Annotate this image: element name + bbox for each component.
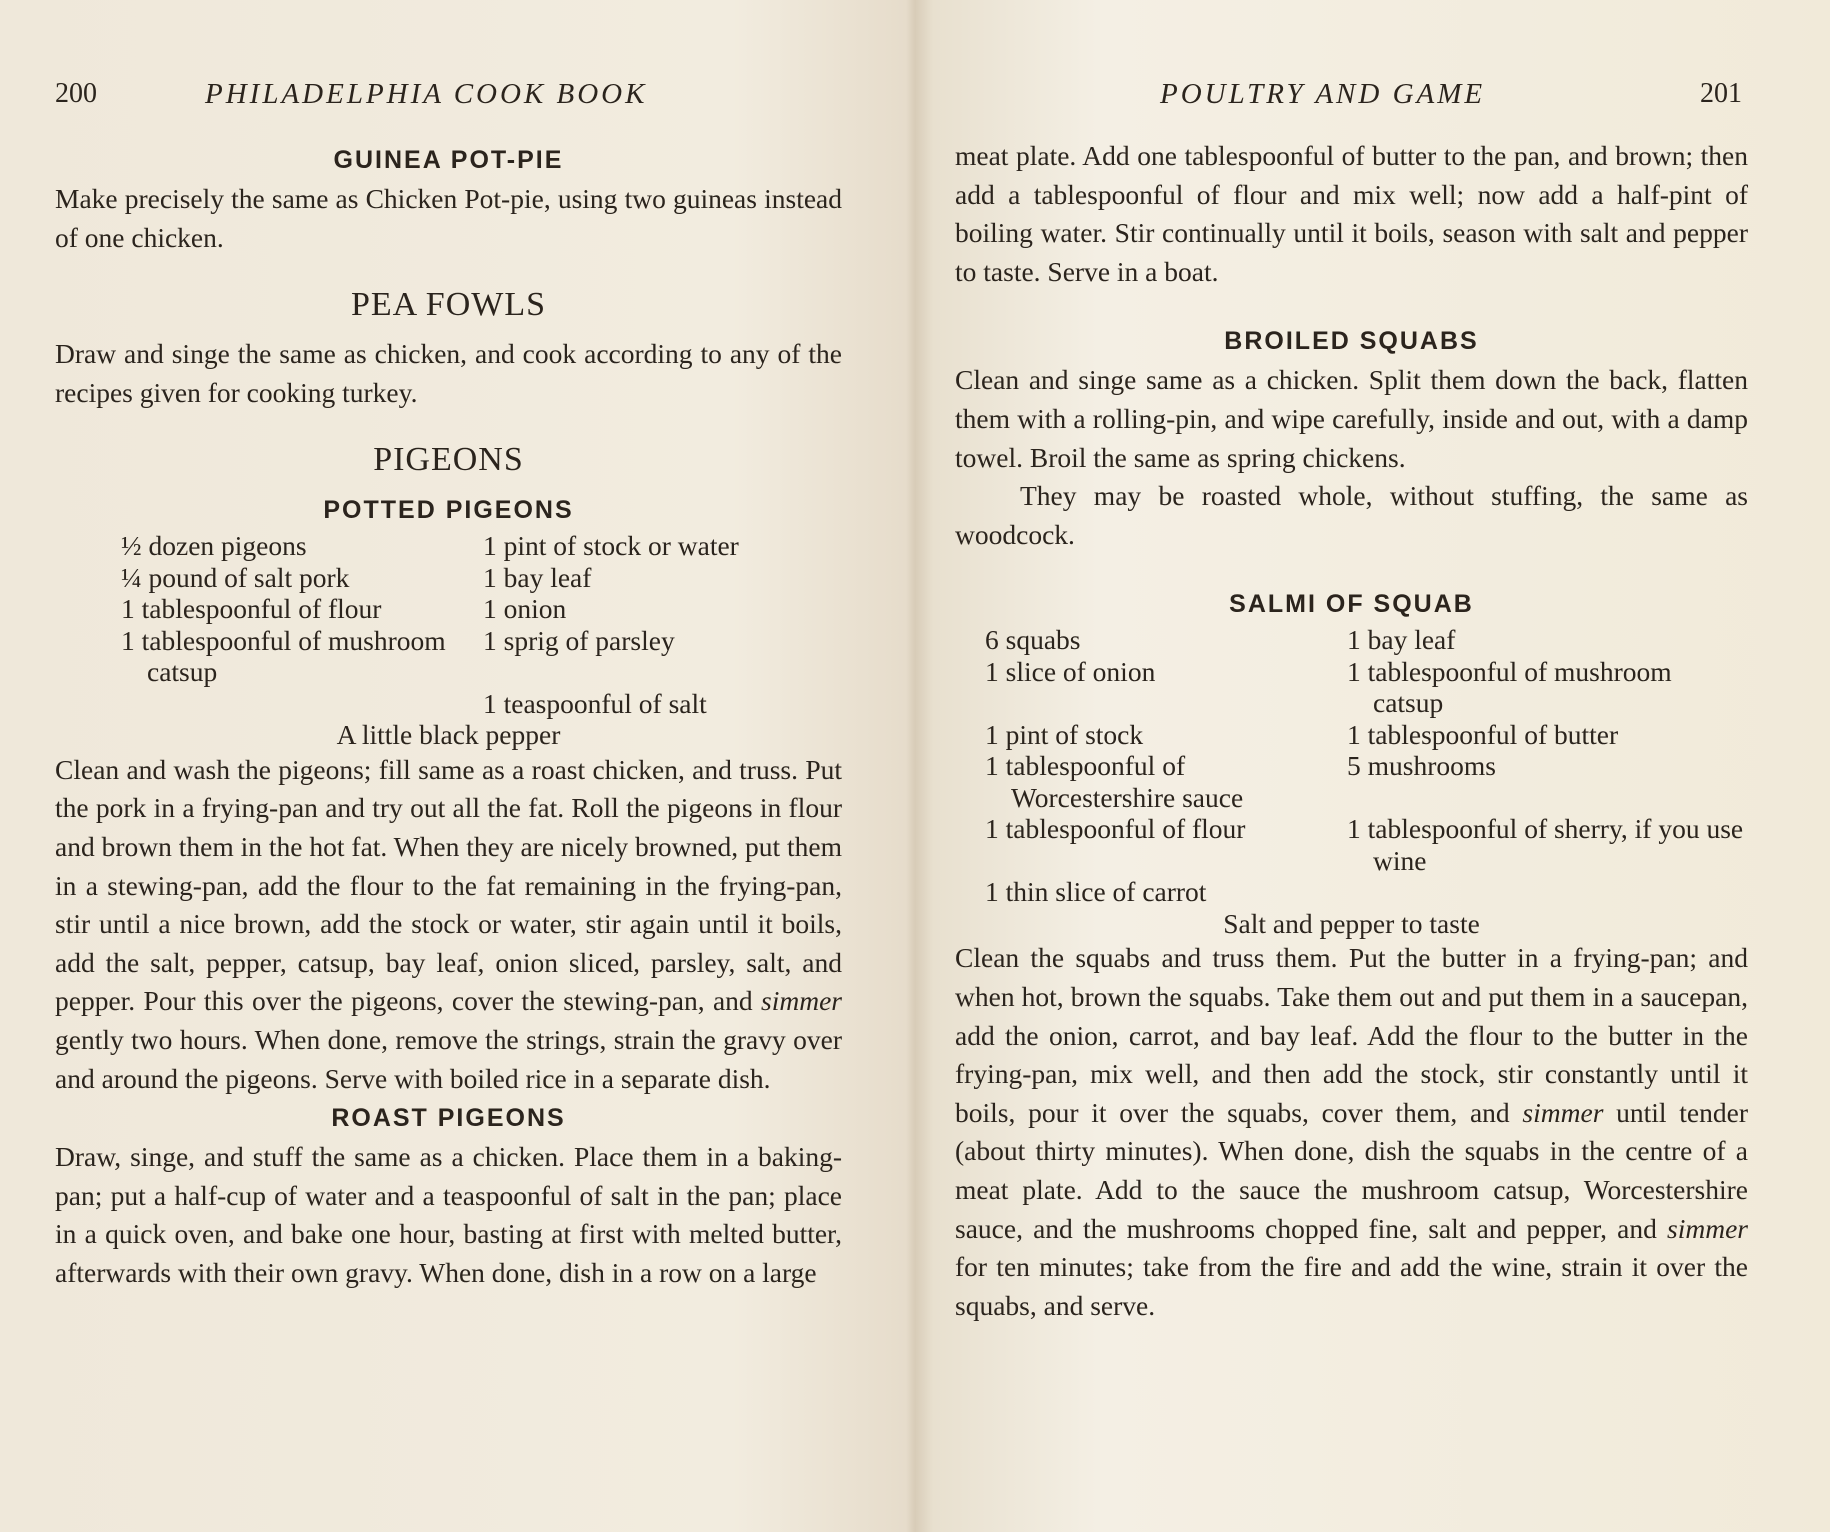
ingredient: 1 pint of stock or water [483, 530, 739, 562]
ingredient: 1 pint of stock [985, 718, 1144, 750]
ingredient [1347, 876, 1747, 908]
ingredient [121, 688, 483, 720]
roast-method: Draw, singe, and stuff the same as a chicken. Place them in a baking-pan; put a half-cup of water and a teaspoonful of salt in the pan; place in a quick oven, and bake one hour, basting at first with melted butter, afterwards with their own gravy. When done, dish in a row on a large [55, 1141, 842, 1288]
ingredient: 1 tablespoonful of Worcestershire sauce [985, 750, 1244, 813]
page-number: 201 [1700, 78, 1742, 109]
ingredient: 1 tablespoonful of flour [985, 813, 1246, 845]
ingredient: ¼ pound of salt pork [121, 561, 350, 593]
running-head: POULTRY AND GAME [1160, 78, 1486, 110]
ingredient-extra: Salt and pepper to taste [1223, 907, 1480, 939]
ingredient: 1 thin slice of carrot [985, 876, 1207, 908]
ingredient: 1 tablespoonful of sherry, if you use wine [1347, 813, 1744, 876]
recipe-title-potted-pigeons: POTTED PIGEONS [323, 496, 574, 525]
section-title-pigeons: PIGEONS [373, 441, 524, 479]
ingredient: 1 bay leaf [483, 561, 592, 593]
ingredient: 6 squabs [985, 624, 1081, 656]
recipe-title-salmi: SALMI OF SQUAB [1229, 590, 1474, 619]
section-title-pea-fowls: PEA FOWLS [350, 286, 547, 324]
broiled-note: They may be roasted whole, without stuffing, the same as woodcock. [955, 480, 1748, 550]
recipe-title-broiled-squabs: BROILED SQUABS [1224, 327, 1479, 356]
page-number: 200 [55, 78, 97, 109]
section-title-guinea: GUINEA POT-PIE [333, 146, 564, 174]
ingredient: 1 tablespoonful of mushroom catsup [1347, 655, 1672, 719]
running-head: PHILADELPHIA COOK BOOK [205, 78, 648, 110]
ingredient: ½ dozen pigeons [121, 530, 307, 562]
guinea-paragraph: Make precisely the same as Chicken Pot-pie, using two guineas instead of one chicken. [55, 183, 842, 253]
ingredient: 1 bay leaf [1347, 624, 1456, 656]
potted-method: Clean and wash the pigeons; fill same as a roast chicken, and truss. Put the pork in a frying-pan and try out all the fat. Roll the pigeons in flour and brown them in the hot fat. When they are nicely browned, put them in a stewing-pan, add the flour to the fat remaining in the frying-pan, stir until a nice brown, add the stock or water, stir again until it boils, add the salt, pepper, catsup, bay leaf, onion sliced, parsley, salt, and pepper. Pour this over the pigeons, cover the stewing-pan, and simmer gently two hours. When done, remove the strings, strain the gravy over and around the pigeons. Serve with boiled rice in a separate dish. [55, 753, 843, 1094]
recipe-title-roast-pigeons: ROAST PIGEONS [331, 1104, 566, 1133]
right-text-column [955, 137, 1748, 1325]
ingredient-extra: A little black pepper [336, 719, 561, 751]
ingredient: 1 onion [483, 593, 567, 625]
ingredient: 1 tablespoonful of mushroom catsup [121, 624, 446, 688]
ingredient: 1 tablespoonful of butter [1347, 718, 1619, 750]
continued-paragraph: meat plate. Add one tablespoonful of butter to the pan, and brown; then add a tablespoonful of flour and mix well; now add a half-pint of boiling water. Stir continually until it boils, season with salt and pepper to taste. Serve in a boat. [955, 140, 1748, 287]
ingredient: 1 slice of onion [985, 655, 1156, 687]
ingredients-potted [55, 530, 842, 719]
ingredient: 5 mushrooms [1347, 750, 1496, 782]
ingredient: 1 sprig of parsley [483, 624, 675, 656]
right-page [915, 0, 1830, 1532]
pea-paragraph: Draw and singe the same as chicken, and cook according to any of the recipes given for cooking turkey. [55, 338, 842, 408]
left-text-column [55, 140, 842, 1293]
salmi-method: Clean the squabs and truss them. Put the butter in a frying-pan; and when hot, brown the squabs. Take them out and put them in a saucepan, add the onion, carrot, and bay leaf. Add the flour to the butter in the frying-pan, mix well, and then add the stock, stir constantly until it boils, pour it over the squabs, cover them, and simmer until tender (about thirty minutes). When done, dish the squabs in the centre of a meat plate. Add to the sauce the mushroom catsup, Worcestershire sauce, and the mushrooms chopped fine, salt and pepper, and simmer for ten minutes; take from the fire and add the wine, strain it over the squabs, and serve. [955, 942, 1749, 1321]
ingredients-salmi [955, 624, 1748, 908]
ingredient: 1 tablespoonful of flour [121, 593, 382, 625]
broiled-method: Clean and singe same as a chicken. Split them down the back, flatten them with a rolling-pin, and wipe carefully, inside and out, with a damp towel. Broil the same as spring chickens. [955, 364, 1748, 473]
ingredient: 1 teaspoonful of salt [483, 687, 707, 719]
